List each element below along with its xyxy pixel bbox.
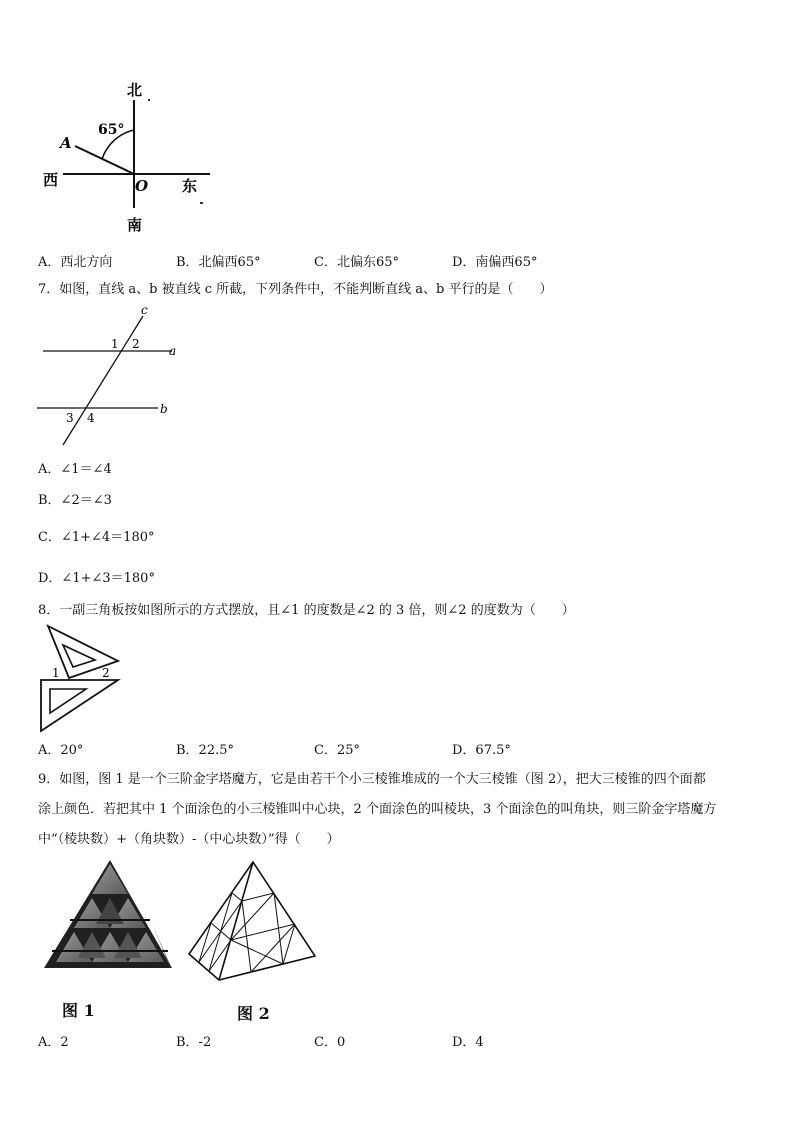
q9-stem-line2: 涂上颜色．若把其中 1 个面涂色的小三棱锥叫中心块，2 个面涂色的叫棱块，3 个面涂色的叫角块，则三阶金字塔魔方: [38, 802, 717, 817]
q9-stem-line3: 中“（棱块数）+（角块数）-（中心块数）”得（ ）: [38, 832, 340, 847]
tetrahedron-diagram: [185, 858, 320, 988]
lower-triangle-inner: [50, 689, 86, 713]
point-o-label: O: [135, 177, 149, 195]
q8-option-b: B．22.5°: [176, 743, 234, 758]
q6-option-a: A．西北方向: [38, 255, 113, 270]
q6-option-c: C．北偏东65°: [314, 255, 399, 270]
angle-2-label: 2: [102, 666, 110, 680]
q8-option-a: A．20°: [38, 743, 84, 758]
ray-oa: [75, 146, 134, 174]
angle-1-label: 1: [52, 666, 60, 680]
figure-1-caption: 图 1: [62, 1001, 95, 1020]
label-b: b: [160, 402, 168, 416]
label-c: c: [141, 303, 148, 317]
q8-option-d: D．67.5°: [452, 743, 511, 758]
east-label: 东: [182, 177, 198, 195]
set-squares-figure: [36, 622, 126, 734]
line-c: [63, 316, 143, 445]
south-label: 南: [127, 216, 143, 234]
upper-triangle-inner: [63, 645, 95, 667]
q9-option-b: B．-2: [176, 1035, 212, 1050]
q9-option-c: C．0: [314, 1035, 346, 1050]
pyramid-puzzle-photo: [40, 858, 175, 980]
compass-figure: [35, 78, 225, 238]
q7-option-a: A．∠1＝∠4: [38, 462, 112, 477]
tetra-outline: [189, 862, 315, 980]
q6-option-d: D．南偏西65°: [452, 255, 538, 270]
q7-option-d: D．∠1+∠3＝180°: [38, 571, 155, 586]
north-label: 北: [127, 81, 143, 99]
angle-label: 65°: [98, 122, 125, 138]
q7-option-b: B．∠2＝∠3: [38, 493, 112, 508]
q9-option-d: D．4: [452, 1035, 484, 1050]
angle-3-label: 3: [66, 411, 74, 425]
q8-option-c: C．25°: [314, 743, 360, 758]
label-a: a: [169, 344, 177, 358]
q7-stem: 7．如图，直线 a、b 被直线 c 所截，下列条件中，不能判断直线 a、b 平行的是（ ）: [38, 282, 553, 297]
q9-stem-line1: 9．如图，图 1 是一个三阶金字塔魔方，它是由若干个小三棱锥堆成的一个大三棱锥（图 2），把大三棱锥的四个面都: [38, 772, 706, 787]
q8-stem: 8．一副三角板按如图所示的方式摆放，且∠1 的度数是∠2 的 3 倍，则∠2 的度数为（ ）: [38, 603, 575, 618]
parallel-lines-figure: [35, 300, 185, 448]
lower-triangle: [41, 680, 118, 731]
west-label: 西: [43, 171, 59, 189]
point-a-label: A: [60, 134, 72, 152]
q6-option-b: B．北偏西65°: [176, 255, 261, 270]
angle-1-label: 1: [111, 337, 119, 351]
angle-4-label: 4: [87, 411, 95, 425]
angle-2-label: 2: [132, 337, 140, 351]
q9-option-a: A．2: [38, 1035, 69, 1050]
q7-option-c: C．∠1+∠4＝180°: [38, 530, 155, 545]
figure-2-caption: 图 2: [237, 1004, 270, 1023]
